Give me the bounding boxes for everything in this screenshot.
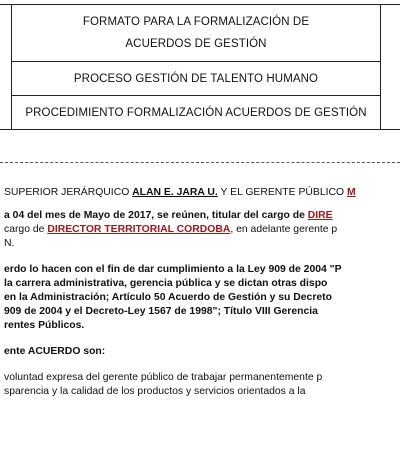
commitment-line-1: voluntad expresa del gerente público de trabajar permanentemente p [4,372,323,383]
purpose-line-2: la carrera administrativa, gerencia pública y se dictan otras dispo [4,278,328,289]
meeting-role-1: DIRE [307,210,333,221]
purpose-line-3: en la Administración; Artículo 50 Acuerdo de Gestión y su Decreto [4,292,332,303]
purpose-line-5: rentes Públicos. [4,320,85,331]
header-title-line2: ACUERDOS DE GESTIÓN [125,38,267,50]
meeting-role-2: DIRECTOR TERRITORIAL CORDOBA [47,224,231,235]
parties-mid: Y EL GERENTE PÚBLICO [217,187,347,198]
meeting-line-3: N. [4,238,15,249]
meeting-line-2 [4,223,337,237]
purpose-line-1: erdo lo hacen con el fin de dar cumplimiento a la Ley 909 de 2004 "P [4,264,342,275]
commitment-line-2: sparencia y la calidad de los productos y servicios orientados a la [4,386,306,397]
header-procedure: PROCEDIMIENTO FORMALIZACIÓN ACUERDOS DE GESTIÓN [12,96,381,130]
parties-line [4,186,356,200]
agreement-heading: ente ACUERDO son: [4,346,106,357]
meeting-text-1: a 04 del mes de Mayo de 2017, se reúnen, titular del cargo de [4,210,308,221]
superior-name: ALAN E. JARA U. [132,187,218,198]
manager-name: M [346,187,356,198]
header-process: PROCESO GESTIÓN DE TALENTO HUMANO [12,62,381,96]
purpose-line-4: 909 de 2004 y el Decreto-Ley 1567 de 1998"; Título VIII Gerencia [4,306,318,317]
header-title-line1: FORMATO PARA LA FORMALIZACIÓN DE [82,16,310,28]
parties-prefix: SUPERIOR JERÁRQUICO [4,187,133,198]
meeting-line-1 [4,209,333,223]
meeting-text-2: cargo de [4,224,48,235]
meeting-text-3: , en adelante gerente p [230,224,338,235]
